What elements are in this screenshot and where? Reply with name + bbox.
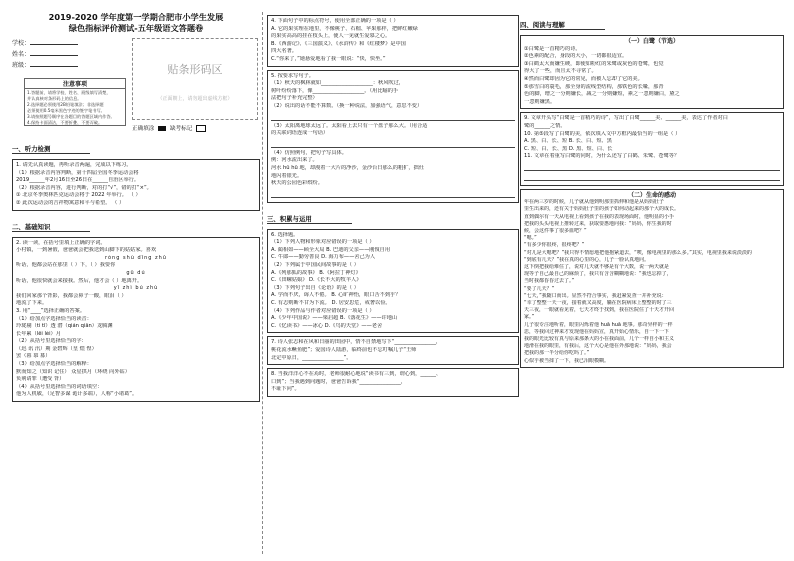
barcode-area [132, 38, 258, 120]
passage1-title: （一）白鹭（节选） [624, 38, 679, 45]
q1-line: （1）根据录音内容判断，第十四届全国冬季运动会将 [16, 169, 139, 176]
passage2-line: 当时我都昏昏过去了。” [524, 278, 575, 285]
answer-line[interactable] [524, 173, 780, 181]
q6-line[interactable]: （3）下列句子出自《论语》的是（ ） [271, 284, 359, 291]
q4-line: 的果实高高的挂在枝头上，使人一见就生爱慕之心。 [271, 33, 391, 40]
section-accumulation: 三、积累与运用 [267, 214, 352, 224]
name-label: 姓名： [12, 51, 31, 58]
q2-line[interactable]: 我们回家那个背影，我都会鼻子一酸，眼泪（ ） [16, 292, 127, 299]
barcode-note: （正面朝上，请勿超出虚线方框） [157, 96, 233, 102]
section-basic: 二、基础知识 [12, 222, 90, 232]
passage2-line: 里生出来的，还有关于妈妈肚子里的孩子如何动起来的那个大的成长。 [524, 206, 680, 213]
passage2-line: 现等子自己最自己的麻烦了，我只有含含糊糊地说：“我也忘掉了， [524, 271, 672, 278]
q1-line [16, 192, 256, 200]
q8-line[interactable]: 8. 当我洋洋心不在焉时，老师很耐心地说“读书有三到，谓心到，______、 [271, 371, 442, 378]
answer-line[interactable] [524, 163, 780, 171]
passage1-line: 色的脚，增之一分则嫌长，减之一分则嫌短，素之一忽则嫌白，黛之 [524, 91, 680, 98]
correct-fill-label: 正确填涂 [132, 126, 155, 132]
q5-line[interactable]: （1）秋天的枫林就如____________________：秋风吹过， [271, 80, 404, 87]
q6-line: A. 蔺相如——顾全大局 B. 巴迪的父亲——刚愎自用 [271, 246, 391, 253]
q9-line[interactable]: 9. 文章开头写“白鹭是一首精巧的诗”，写出了白鹭______美、______美，表达了作者对白 [524, 115, 728, 122]
passage1-line: 得大了一些，而且太不寻常了。 [524, 68, 597, 75]
q2-line[interactable]: 听话，他很快就会来接我。然后，他才会（ ）地离开。 [16, 277, 143, 284]
passage2-line: 思，等我回过神来才发现他在妈妈宣，真开始心情乐，自一下一下 [524, 328, 670, 335]
school-label: 学校： [12, 40, 31, 47]
q6-line[interactable]: （4）下列作品与作者对应错误的一项是（ ） [271, 307, 375, 314]
q5-box [267, 70, 519, 203]
q1-line: 2019______年2月16日至26日在______自治区举行。 [16, 177, 140, 184]
q6-line: A.《少年中国说》——梁启超 B.《落花生》——许地山 [271, 315, 398, 322]
q2-line[interactable]: 听话，他都会站在那里（ ）下，（ ）我要你 [16, 262, 116, 269]
column-3 [520, 12, 784, 554]
q3-line[interactable]: 长年累（lěi lèi）月 [16, 330, 61, 337]
q7-line[interactable]: 7. 诗人张志和在风和日丽的田园中，情不自禁地写下“________________， [271, 339, 442, 346]
passage2-line: 家。” [524, 314, 535, 321]
answer-line[interactable] [271, 113, 515, 121]
section-reading: 四、阅读与理解 [520, 20, 605, 30]
passage2-line: “要了几天？” [524, 285, 555, 292]
passage1-box [520, 35, 784, 109]
q7-line: 桃花流水鳜鱼肥”；爱国诗人陆游，临终前也不忘叮嘱儿子“王师 [271, 347, 417, 353]
section-listening: 一、听力检测 [12, 144, 90, 154]
q3-line: （1）给加点字选择恰当的读音： [16, 315, 92, 322]
pinyin-line: gū dú [126, 269, 146, 276]
passage2-line: “对儿是大嗯吧？”我只得不情愿地把他抱紧道去，“唉，像电视里的那么多。”其实，电视里我来说淡淡的 [524, 249, 752, 256]
pinyin-line: róng shù dīng zhǔ [105, 254, 167, 261]
q2-box [12, 237, 260, 402]
column-2 [262, 12, 519, 554]
q7-box [267, 336, 519, 365]
q6-line: C.《田螺姑娘》 D.《长不大的牧羊人》 [271, 277, 362, 284]
passage1-line: ③白鹤太大而嫌生硬，即使如粉红的朱鹭或灰色的苍鹭，也觉 [524, 60, 664, 67]
q5-line: 河水 hū hū 地，却漫着一大片的净沙，金沙台日那么的粗犷，拙灶 [271, 164, 424, 171]
passage1-line: ⑤那雪白的蓑毛，那全身的流线型结构，那铁色的长喙，那青 [524, 83, 664, 90]
q3-line: （3）给加点字选择恰当的解释： [16, 361, 92, 368]
q10-line: A. 黑、白、长、短 B. 长、白、短、黑 [524, 138, 612, 145]
missing-mark-checkbox[interactable] [196, 125, 206, 132]
notes-line: 2.选择题必须使用2B铅笔填涂；非选择题 [27, 102, 104, 107]
filled-square-icon [158, 126, 166, 131]
passage2-line: 心似乎被当揉了一下，我已泪眼模糊。 [524, 357, 610, 364]
q1-answer-paren[interactable]: （ ） [112, 199, 125, 206]
q8-box [267, 368, 519, 397]
q5-line[interactable]: 树叶纷纷落下，像____________________。（用比喻的手 [271, 87, 399, 94]
barcode-title: 贴条形码区 [167, 63, 223, 76]
q4-line: C.“你来了，”她悬爱地看了我一眼说：“快，快坐。” [271, 55, 386, 62]
q3-line[interactable]: 他为人机敏，（足智多谋 诡计多端），人称“小诸葛”。 [16, 391, 138, 398]
passage2-line: 天三夜，一眼就看见着，七天才终于找到，我在医院住了十天才开回 [524, 307, 675, 314]
q5-line: 例：河水流出来了。 [271, 157, 318, 164]
q2-line: 2. 读一读，在括号里填上正确的字词。 [16, 239, 106, 246]
q9-11-box [520, 112, 784, 186]
passage2-line: “幸了整整一天一夜，接着就又高度，躺在医院病床上整整的时了三 [524, 299, 672, 306]
q3-line[interactable]: 负荆请罪（遭受 背） [16, 376, 65, 383]
name-field[interactable] [30, 55, 78, 56]
q9-line[interactable]: 鹭的______之情。 [524, 122, 566, 129]
q5-line: 秋天的公园色彩缤纷。 [271, 180, 323, 187]
q1-item-2: ② 此次运动会的吉祥物寓意和平与希望。 [16, 199, 111, 206]
class-label: 班级： [12, 62, 31, 69]
q4-line: 4. 下面句子中的标点符号，使用全部正确的一项是（ ） [271, 18, 399, 24]
school-field[interactable] [30, 44, 78, 45]
class-field[interactable] [30, 66, 78, 67]
q6-line: A.《列那狐的故事》 B.《阿拉丁神灯》 [271, 269, 361, 276]
passage2-line: 把我的头头电视上推转过来，获取要惠地问我：“妈妈，你生我的时 [524, 220, 672, 227]
passage2-line: 地滑在我的眼里，有我后，这个大心是他在外那地说：“妈妈，我会 [524, 343, 672, 350]
answer-line[interactable] [271, 140, 515, 148]
q6-line: A. 学而不厌，诲人不倦。 B. 心旷神怡，眼口舌不到乎？ [271, 292, 401, 299]
notes-box [24, 78, 126, 126]
column-1 [12, 12, 260, 554]
fill-legend [132, 124, 208, 132]
q4-box [267, 15, 519, 67]
q2-line: 地流了下来。 [16, 300, 48, 307]
q5-line: （2）说出的话不能不算数。（换一种说法，加强语气，意思不变） [271, 102, 423, 109]
passage2-line: 我的眼光比较有真与原来那条大的小在我面前，几个一样自小和主义 [524, 335, 675, 342]
q5-line: （4）仿照例句，把句子写具体。 [271, 149, 347, 156]
q8-line: 不耻下问”。 [271, 386, 300, 393]
passage2-line: 直到偶尔有一天从电视上看到孩子在我的表现场面时，他明显的小手 [524, 213, 675, 220]
q11-line: 11. 文章在着重写白鹭的同时，为什么还写了白鹤、朱鹭、苍鹭等？ [524, 153, 680, 160]
q3-line[interactable]: （迅 讯 汛）期 金碧辉（皇 煌 惶） [16, 345, 97, 352]
passage2-line: “七天，”我随口而出。显然不符合事实，我赶紧复查一并补充说： [524, 292, 667, 299]
missing-mark-label: 缺考标记 [169, 126, 193, 132]
passage1-line: ②色素的配合，身段的大小，一切都很适宜。 [524, 53, 628, 60]
q1-box [12, 159, 260, 211]
notes-body [25, 89, 125, 127]
q3-line[interactable]: 罢（暮 慕 募） [16, 353, 51, 360]
q3-line: （2）从括号里选择恰当的字： [16, 338, 87, 345]
q4-line: A. 它的果实理在地里，不像桃子、石榴、苹果那样，把鲜红嫩绿 [271, 25, 418, 32]
q10-line[interactable]: 10. 第⑤段写了白鹭的美，依次填入文中方框内最恰当的一组是（ ） [524, 130, 681, 137]
q3-line: 3. 用“____”选择正确的答案。 [16, 307, 86, 314]
q7-line[interactable]: 北定中原日，________________”。 [271, 354, 352, 361]
notes-line: 并认真核对条形码上的信息。 [27, 96, 82, 101]
q4-line: 四大名著。 [271, 48, 297, 55]
q1-item-1: ① 北京冬季奥林匹克运动会将于 2022 年举行。 [16, 192, 127, 199]
passage2-line: “嗯。” [524, 235, 537, 242]
passage1-line: 一忽则嫌黑。 [524, 98, 556, 105]
q1-line: 1. 请先认真读题，再听录音两遍，完成以下练习。 [16, 162, 132, 168]
passage2-line: “有多少你很疼，很疼吧？” [524, 242, 585, 249]
notes-line: 1.答题前，请将学校、姓名、班级填写清楚， [27, 90, 111, 95]
notes-line: 3.请按照题号顺序在各题目的答题区域内作答。 [27, 114, 115, 119]
answer-line[interactable] [271, 190, 515, 198]
passage1-line: ①白鹭是一首精巧的诗。 [524, 45, 581, 52]
passage2-line: 儿子很专注地听着，眼里闪烁着他 huā huā 地事。那奇异样的一样 [524, 321, 673, 328]
q6-line: C. 牛郎——勤劳善良 D. 海力布——舍己为人 [271, 254, 376, 261]
q5-line: 5. 按要求写句子。 [271, 72, 314, 79]
passage2-line: 把我的那一半分给你吃吗了。” [524, 350, 590, 357]
student-info [12, 38, 78, 71]
q1-line [16, 200, 256, 208]
notes-line: 必须使用0.5毫米黑色字迹的签字笔书写。 [27, 108, 105, 113]
q6-line: 6. 选择题。 [271, 231, 299, 238]
pinyin-line: yī zhì bú zhù [113, 285, 159, 292]
passage2-line: 这下倒把我给难住了，说对几天就不够是有个大数，说一两天就是 [524, 263, 670, 270]
passage2-title: （二）生命的感动 [627, 191, 676, 199]
notes-title: 注意事项 [25, 79, 125, 89]
q1-line: （2）根据录音内容，进行判断，对的打“√”，错的打“×”。 [16, 184, 152, 191]
q3-line[interactable]: 玲珑剔（tì tī）透 潜（qián qiǎn）龙腾渊 [16, 323, 113, 330]
q2-line: 小村镇，一到暑假，爸爸就会把我送到山脚下的姑姑家。喜欢 [16, 247, 157, 254]
passage1-line: ④然而白鹭却因为它的常见，而被人忘却了它的美。 [524, 75, 643, 82]
passage2-line: 年在两三岁的时候，儿子就从他到明那里抓伸和他是从妈妈肚子 [524, 199, 665, 206]
q6-box [267, 229, 519, 334]
q6-line[interactable]: （2）下列属于中国民间故事的是（ ） [271, 262, 359, 269]
q3-line[interactable]: 默而知之（知识 记住） 众星拱月（环绕 向外钻） [16, 368, 130, 375]
q4-line: B.《西游记》、《三国演义》、《水浒传》和《红楼梦》是中国 [271, 40, 406, 47]
q8-line[interactable]: 口到”；当我遇到问题时，爸爸告诉我“________________， [271, 378, 407, 385]
notes-line: 4.保持卡面清洁，不要折叠、不要弄破。 [27, 120, 103, 125]
q6-line: C.《忆读书》——冰心 D.《鸟的天堂》——老舍 [271, 322, 383, 329]
q5-line: 地闪着银光。 [271, 172, 303, 179]
q5-line: 的关联词语连成一句话） [271, 130, 329, 137]
q6-line[interactable]: （1）下列人物和形象对应错误的一项是（ ） [271, 239, 375, 246]
sheet-title-line1: 2019-2020 学年度第一学期合肥市小学生发展 [48, 12, 224, 22]
q5-line: 法把句子补充完整） [271, 95, 318, 102]
q6-line: C. 有志则断不甘为下流。 D. 居安思危，戒奢以俭。 [271, 300, 391, 307]
q5-line: （3）太阳离地球太远了。太阳看上去只有一个盘子那么大。（用合适 [271, 122, 428, 129]
q1-answer-paren[interactable]: （ ） [128, 192, 141, 199]
sheet-title-line2: 绿色指标评价测试-五年级语文答题卷 [68, 23, 204, 33]
q10-line: C. 短、白、长、黑 D. 黑、短、白、长 [524, 145, 613, 152]
passage2-box [520, 189, 784, 368]
q3-line: （4）从括号里选择恰当的词语填空： [16, 383, 103, 390]
col1-body [12, 136, 260, 405]
passage2-line: “到底有几天？”我在真的心里的心，儿子一脸认真地问。 [524, 256, 650, 263]
passage2-line: 候，会这件事了很多血吧？” [524, 227, 587, 234]
